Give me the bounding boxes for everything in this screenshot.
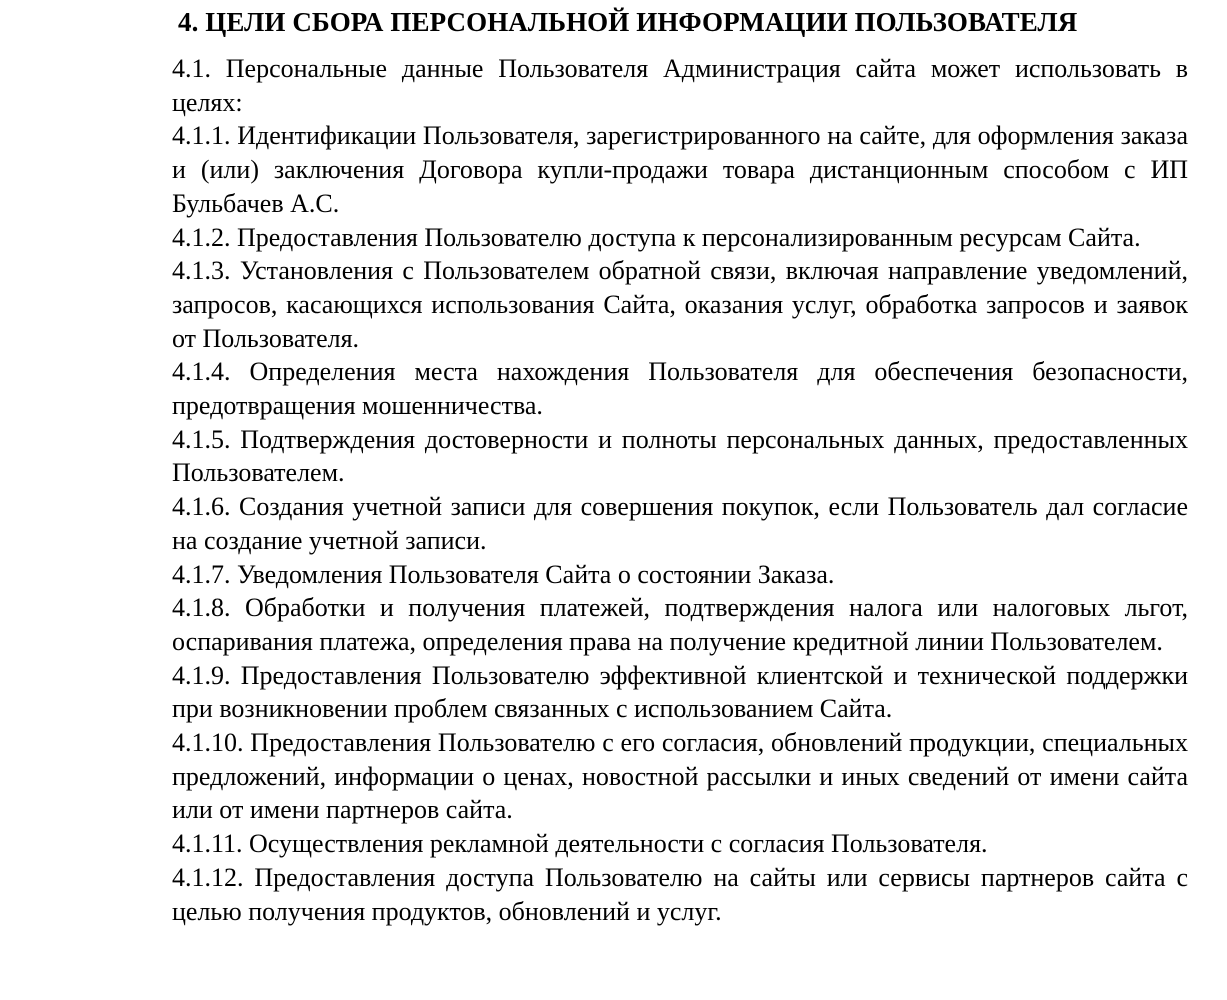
paragraph-4-1: 4.1. Персональные данные Пользователя Администрация сайта может использовать в целях: [172,54,1188,117]
paragraph-4-1-7: 4.1.7. Уведомления Пользователя Сайта о состоянии Заказа. [172,559,835,589]
paragraph-4-1-4: 4.1.4. Определения места нахождения Пользователя для обеспечения безопасности, предотвращения мошенничества. [172,357,1188,421]
paragraph-4-1-2: 4.1.2. Предоставления Пользователю доступа к персонализированным ресурсам Сайта. [172,222,1141,252]
paragraph-4-1-1: 4.1.1. Идентификации Пользователя, зарегистрированного на сайте, для оформления заказа и (или) заключения Договора купли-продажи товара дистанционным способом с ИП Бульбачев А.С. [172,121,1188,218]
paragraph-4-1-9: 4.1.9. Предоставления Пользователю эффективной клиентской и технической поддержки при возникновении проблем связанных с использованием Сайта. [172,660,1188,724]
paragraph-4-1-3: 4.1.3. Установления с Пользователем обратной связи, включая направление уведомлений, запросов, касающихся использования Сайта, оказания услуг, обработка запросов и заявок от Пользователя. [172,256,1188,353]
paragraph-4-1-8: 4.1.8. Обработки и получения платежей, подтверждения налога или налоговых льгот, оспаривания платежа, определения права на получение кредитной линии Пользователем. [172,593,1188,656]
paragraph-4-1-10: 4.1.10. Предоставления Пользователю с его согласия, обновлений продукции, специальных предложений, информации о ценах, новостной рассылки и иных сведений от имени сайта или от имени партнеров сайта. [172,728,1188,825]
paragraph-4-1-12: 4.1.12. Предоставления доступа Пользователю на сайты или сервисы партнеров сайта с целью получения продуктов, обновлений и услуг. [172,862,1188,926]
paragraph-4-1-5: 4.1.5. Подтверждения достоверности и полноты персональных данных, предоставленных Пользователем. [172,424,1188,488]
paragraph-4-1-11: 4.1.11. Осуществления рекламной деятельности с согласия Пользователя. [172,829,988,859]
section-title: 4. ЦЕЛИ СБОРА ПЕРСОНАЛЬНОЙ ИНФОРМАЦИИ ПОЛЬЗОВАТЕЛЯ [178,7,1078,37]
paragraph-4-1-6: 4.1.6. Создания учетной записи для совершения покупок, если Пользователь дал согласие на создание учетной записи. [172,492,1188,555]
section-body [172,52,1188,928]
